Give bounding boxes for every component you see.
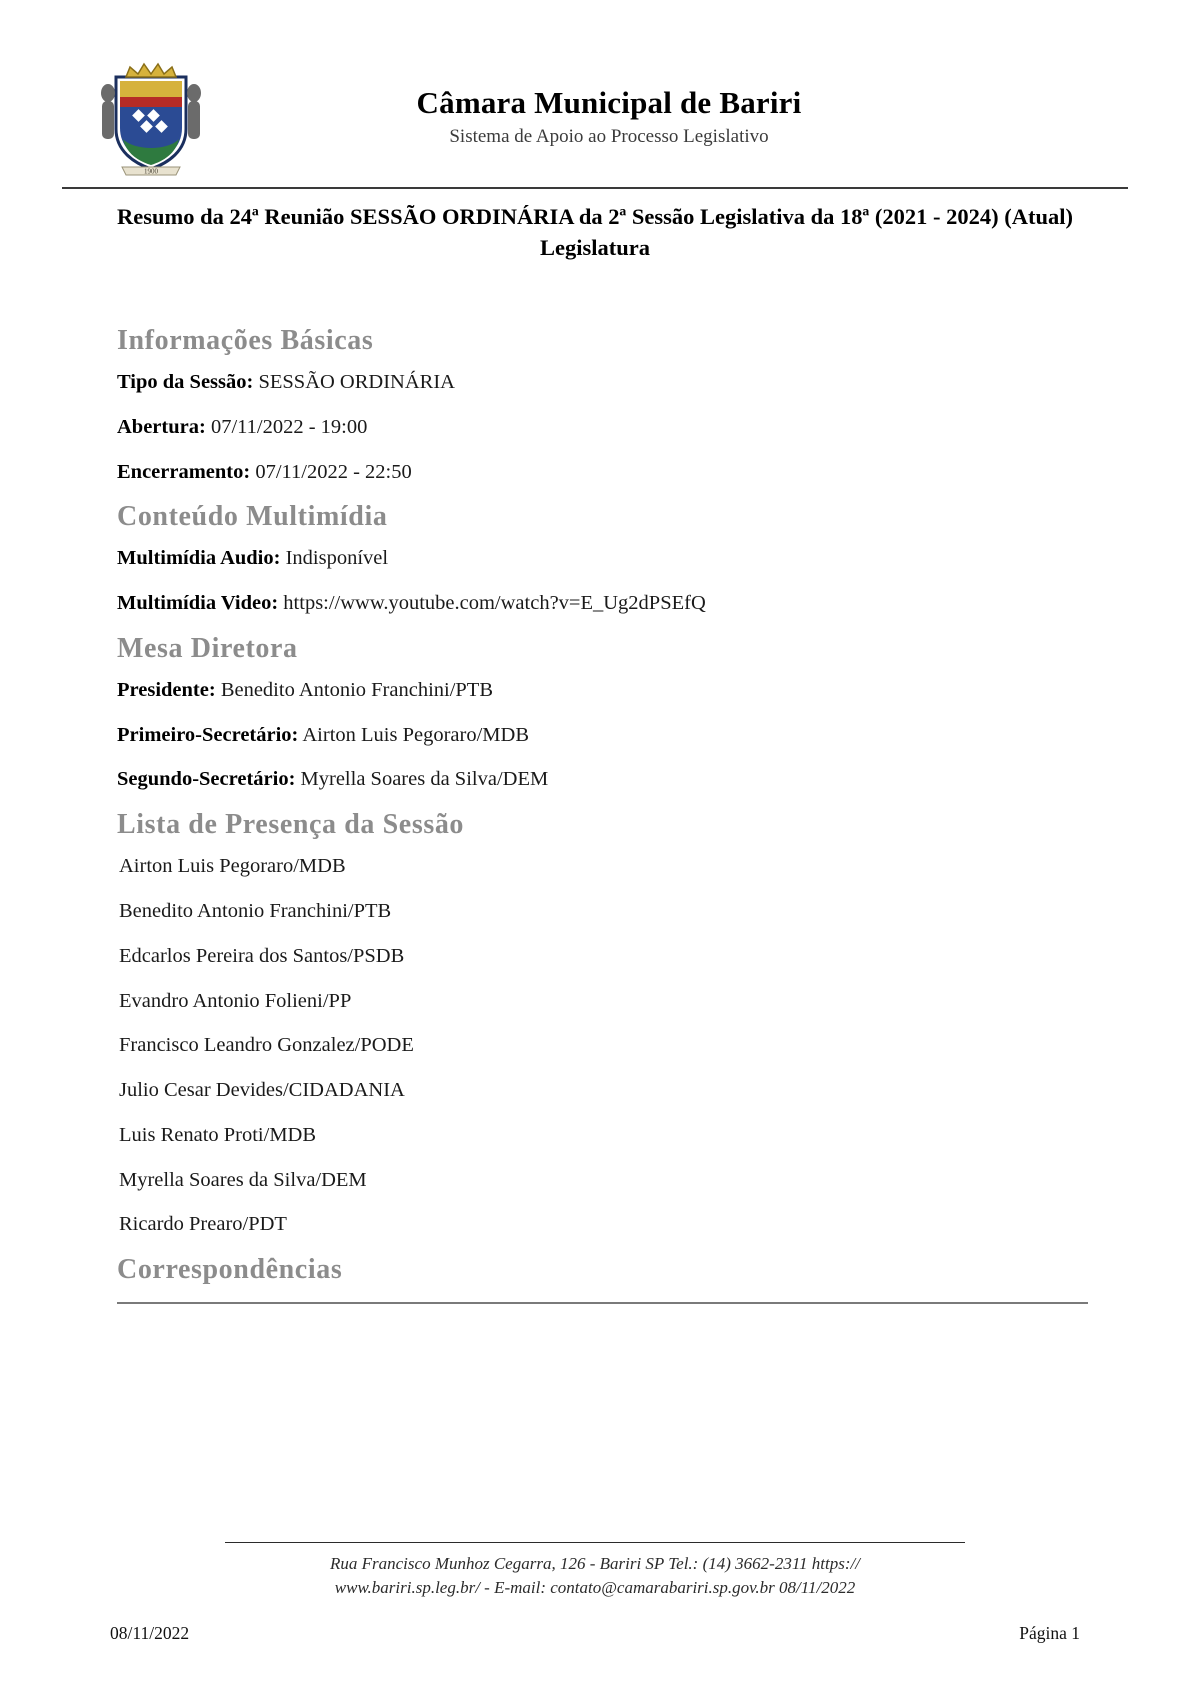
list-item: Ricardo Prearo/PDT	[119, 1213, 287, 1236]
field-label: Multimídia Video:	[117, 592, 279, 615]
page-title: Resumo da 24ª Reunião SESSÃO ORDINÁRIA da 2ª Sessão Legislativa da 18ª (2021 - 2024) (Atual) Legislatura	[117, 204, 1073, 261]
list-item: Benedito Antonio Franchini/PTB	[119, 899, 392, 922]
field-label: Abertura:	[117, 415, 206, 438]
header-titles	[210, 55, 1128, 148]
field-multimedia-audio	[117, 543, 1088, 575]
list-item: Airton Luis Pegoraro/MDB	[119, 855, 346, 878]
field-value: 07/11/2022 - 19:00	[210, 415, 368, 438]
footer-address-line-2: www.bariri.sp.leg.br/ - E-mail: contato@camarabariri.sp.gov.br 08/11/2022	[334, 1578, 856, 1598]
list-item: Luis Renato Proti/MDB	[119, 1123, 317, 1146]
header-divider	[62, 187, 1128, 189]
coat-of-arms-icon	[92, 55, 210, 177]
field-label: Tipo da Sessão:	[117, 371, 254, 394]
section-heading-board: Mesa Diretora	[117, 632, 298, 664]
field-label: Primeiro-Secretário:	[117, 723, 299, 746]
field-label: Segundo-Secretário:	[117, 768, 296, 791]
list-item: Francisco Leandro Gonzalez/PODE	[119, 1034, 414, 1057]
field-closing	[117, 457, 1088, 489]
field-second-secretary	[117, 764, 1088, 796]
field-value: Benedito Antonio Franchini/PTB	[220, 678, 493, 701]
organization-title: Câmara Municipal de Bariri	[416, 85, 802, 120]
field-president	[117, 675, 1088, 707]
footer-address	[215, 1552, 975, 1601]
list-item: Julio Cesar Devides/CIDADANIA	[119, 1079, 405, 1102]
field-value: Indisponível	[285, 547, 389, 570]
field-label: Encerramento:	[117, 460, 251, 483]
section-heading-correspondence: Correspondências	[117, 1254, 343, 1286]
field-label: Multimídia Audio:	[117, 547, 281, 570]
field-value: Myrella Soares da Silva/DEM	[300, 768, 549, 791]
field-value: Airton Luis Pegoraro/MDB	[302, 723, 529, 746]
footer-divider	[225, 1542, 965, 1543]
list-item: Edcarlos Pereira dos Santos/PSDB	[119, 944, 405, 967]
field-session-type	[117, 367, 1088, 399]
section-heading-attendance: Lista de Presença da Sessão	[117, 809, 465, 841]
field-multimedia-video	[117, 588, 1088, 620]
list-item: Myrella Soares da Silva/DEM	[119, 1168, 367, 1191]
svg-text:1900: 1900	[144, 167, 158, 176]
field-first-secretary	[117, 720, 1088, 752]
video-link[interactable]: https://www.youtube.com/watch?v=E_Ug2dPSEfQ	[283, 592, 706, 615]
field-value: 07/11/2022 - 22:50	[255, 460, 412, 483]
footer-page-number: Página 1	[1019, 1623, 1080, 1643]
section-heading-multimedia: Conteúdo Multimídia	[117, 501, 388, 533]
footer-meta	[110, 1623, 1080, 1644]
footer-date: 08/11/2022	[110, 1623, 190, 1643]
footer-address-line-1: Rua Francisco Munhoz Cegarra, 126 - Bariri SP Tel.: (14) 3662-2311 https://	[330, 1553, 860, 1573]
field-opening	[117, 412, 1088, 444]
document-body	[62, 325, 1128, 1304]
list-item: Evandro Antonio Folieni/PP	[119, 989, 352, 1012]
section-heading-basic-info: Informações Básicas	[117, 325, 374, 357]
field-value: SESSÃO ORDINÁRIA	[258, 371, 455, 394]
section-divider	[117, 1302, 1088, 1304]
field-label: Presidente:	[117, 678, 216, 701]
organization-subtitle: Sistema de Apoio ao Processo Legislativo	[449, 125, 769, 147]
document-header	[62, 55, 1128, 177]
document-footer	[0, 1542, 1190, 1644]
